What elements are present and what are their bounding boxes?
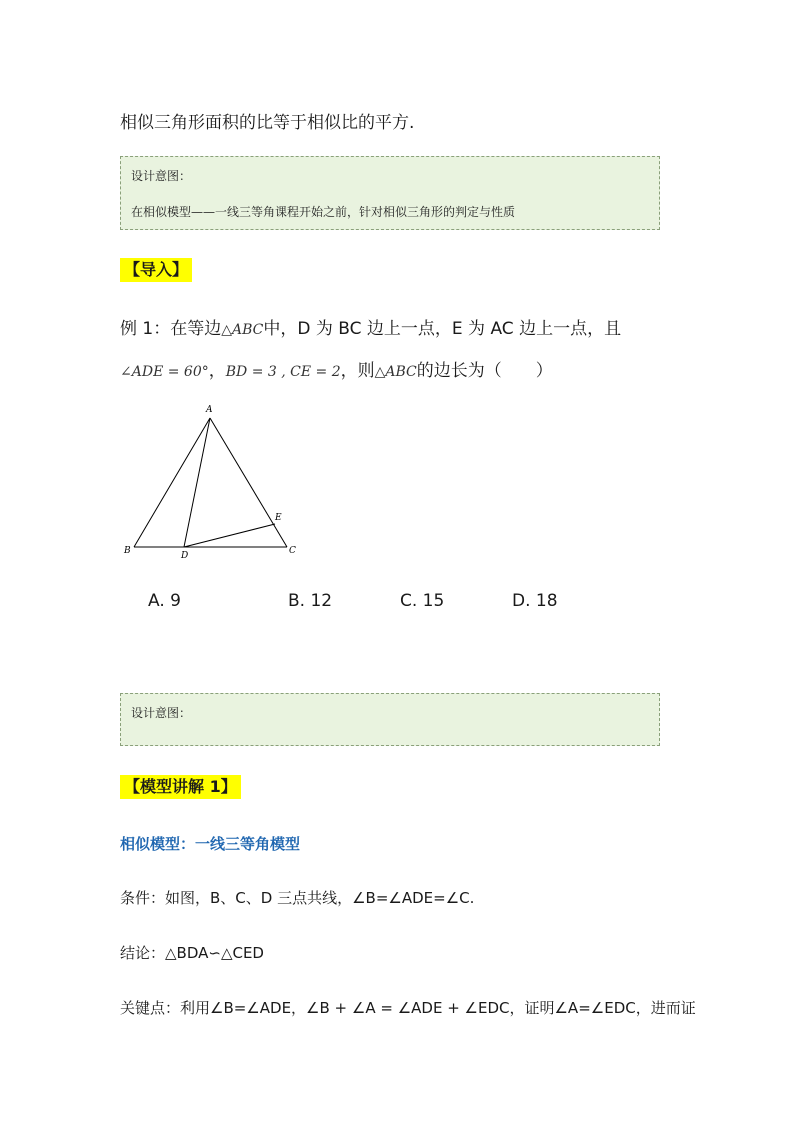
intro-sentence: 相似三角形面积的比等于相似比的平方. [120,113,415,133]
segment-ad [184,418,210,547]
design-intent-box-2 [120,693,660,746]
design-intent-label-2: 设计意图： [131,706,192,720]
section-model-heading: 【模型讲解 1】 [120,775,241,799]
comma: ， [208,361,226,381]
segment-de [184,524,275,547]
example-mid-text: 中，D 为 BC 边上一点，E 为 AC 边上一点，且 [263,319,622,339]
design-intent-label: 设计意图： [131,169,192,183]
example-1-line-2 [120,356,553,381]
option-c[interactable]: C. 15 [400,591,445,611]
label-e: E [275,513,282,523]
then-text: ，则 [340,361,375,381]
triangle-abc-2: △ABC [374,364,417,380]
design-intent-box-1 [120,156,660,230]
label-d: D [181,551,189,561]
label-c: C [289,546,296,556]
example-prefix: 例 1：在等边 [120,319,222,339]
example-1-line-1 [120,314,621,339]
label-a: A [206,405,213,415]
edge-ab [134,418,210,547]
model-title: 相似模型：一线三等角模型 [120,835,301,853]
design-intent-content: 在相似模型——一线三等角课程开始之前，针对相似三角形的判定与性质 [131,205,516,219]
section-intro-heading: 【导入】 [120,258,192,282]
option-b[interactable]: B. 12 [288,591,333,611]
key-point-text: 关键点：利用∠B=∠ADE，∠B + ∠A = ∠ADE + ∠EDC，证明∠A=∠EDC，进而证 [120,999,696,1017]
edge-ac [210,418,287,547]
option-a[interactable]: A. 9 [148,591,181,611]
option-d[interactable]: D. 18 [512,591,558,611]
length-condition: BD = 3 , CE = 2 [225,364,341,380]
conclusion-text: 结论：△BDA∽△CED [120,944,264,962]
question-suffix: 的边长为（ ） [416,361,553,381]
angle-condition: ∠ADE = 60° [120,364,209,380]
triangle-figure [115,398,315,563]
condition-text: 条件：如图，B、C、D 三点共线，∠B=∠ADE=∠C. [120,889,475,907]
label-b: B [124,546,131,556]
triangle-abc: △ABC [221,322,264,338]
